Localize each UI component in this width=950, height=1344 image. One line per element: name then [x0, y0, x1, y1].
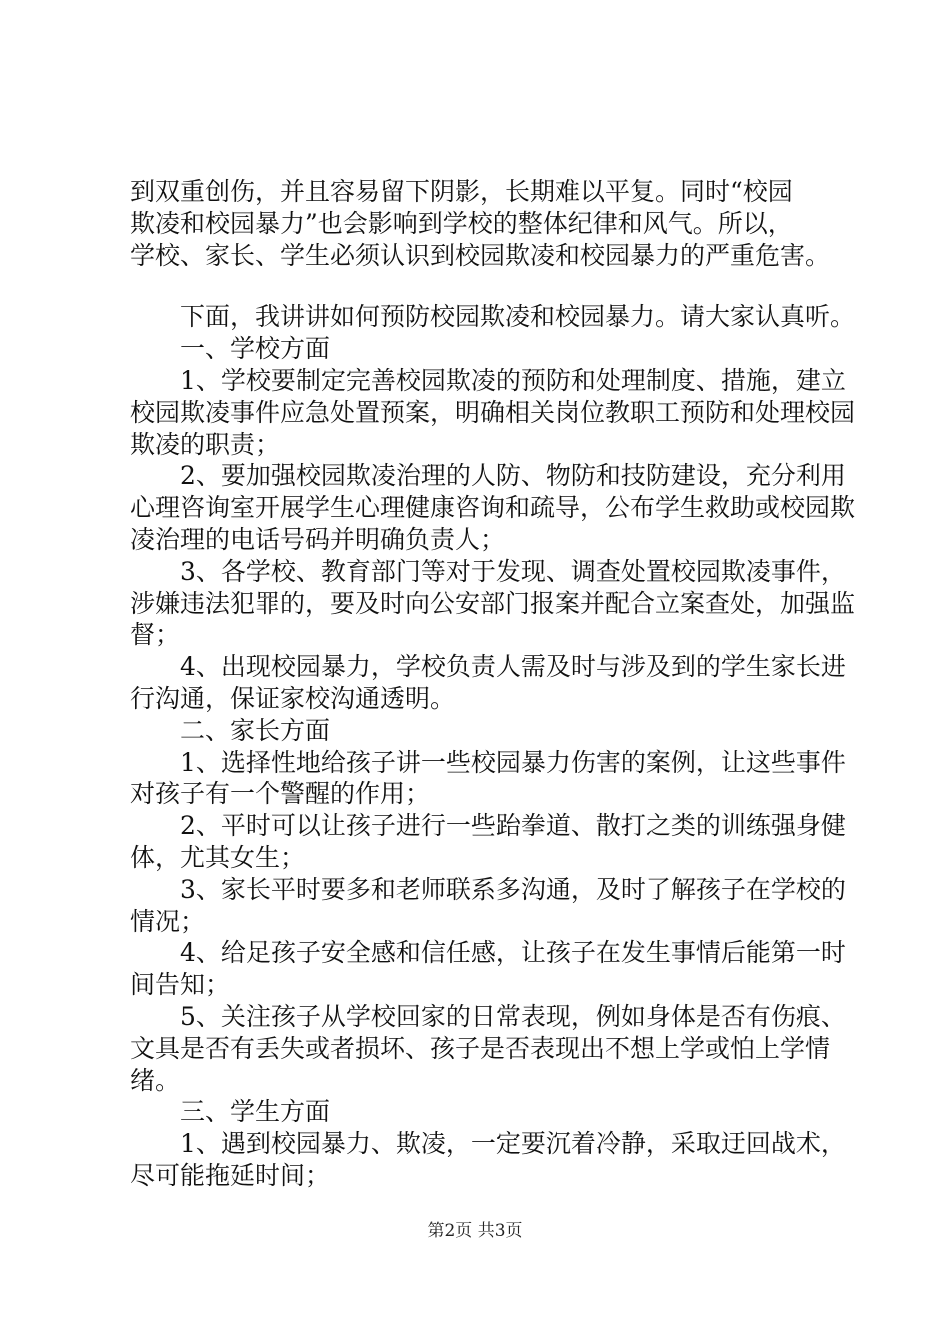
intro-line-1: 到双重创伤，并且容易留下阴影，长期难以平复。同时“校园: [130, 177, 793, 206]
school-item-1: 1、学校要制定完善校园欺凌的预防和处理制度、措施，建立校园欺凌事件应急处置预案，明确相关岗位教职工预防和处理校园欺凌的职责；: [130, 365, 856, 459]
section-heading-students: 三、学生方面: [180, 1097, 331, 1127]
paragraph-gap: [130, 271, 855, 301]
paragraph-intro: 下面，我讲讲如何预防校园欺凌和校园暴力。请大家认真听。: [180, 302, 856, 332]
intro-line-3: 学校、家长、学生必须认识到校园欺凌和校园暴力的严重危害。: [130, 240, 831, 270]
students-item-1: 1、遇到校园暴力、欺凌，一定要沉着冷静，采取迂回战术，尽可能拖延时间；: [130, 1129, 846, 1190]
school-item-2: 2、要加强校园欺凌治理的人防、物防和技防建设，充分利用心理咨询室开展学生心理健康咨询和疏导，公布学生救助或校园欺凌治理的电话号码并明确负责人；: [130, 461, 856, 554]
parents-item-1: 1、选择性地给孩子讲一些校园暴力伤害的案例，让这些事件对孩子有一个警醒的作用；: [130, 747, 846, 809]
parents-item-3: 3、家长平时要多和老师联系多沟通，及时了解孩子在学校的情况；: [130, 874, 846, 936]
section-heading-school: 一、学校方面: [180, 334, 331, 364]
parents-item-4: 4、给足孩子安全感和信任感，让孩子在发生事情后能第一时间告知；: [130, 938, 846, 1000]
intro-line-2: 欺凌和校园暴力”也会影响到学校的整体纪律和风气。所以，: [130, 208, 793, 238]
school-item-4: 4、出现校园暴力，学校负责人需及时与涉及到的学生家长进行沟通，保证家校沟通透明。: [130, 652, 846, 713]
body-text: [130, 176, 855, 1192]
parents-item-2: 2、平时可以让孩子进行一些跆拳道、散打之类的训练强身健体，尤其女生；: [130, 811, 846, 872]
section-heading-parents: 二、家长方面: [180, 715, 331, 745]
page-footer: 第2页 共3页: [427, 1221, 523, 1241]
parents-item-5: 5、关注孩子从学校回家的日常表现，例如身体是否有伤痕、文具是否有丢失或者损坏、孩子是否表现出不想上学或怕上学情绪。: [130, 1001, 846, 1095]
school-item-3: 3、各学校、教育部门等对于发现、调查处置校园欺凌事件，涉嫌违法犯罪的，要及时向公安部门报案并配合立案查处，加强监督；: [130, 556, 856, 650]
